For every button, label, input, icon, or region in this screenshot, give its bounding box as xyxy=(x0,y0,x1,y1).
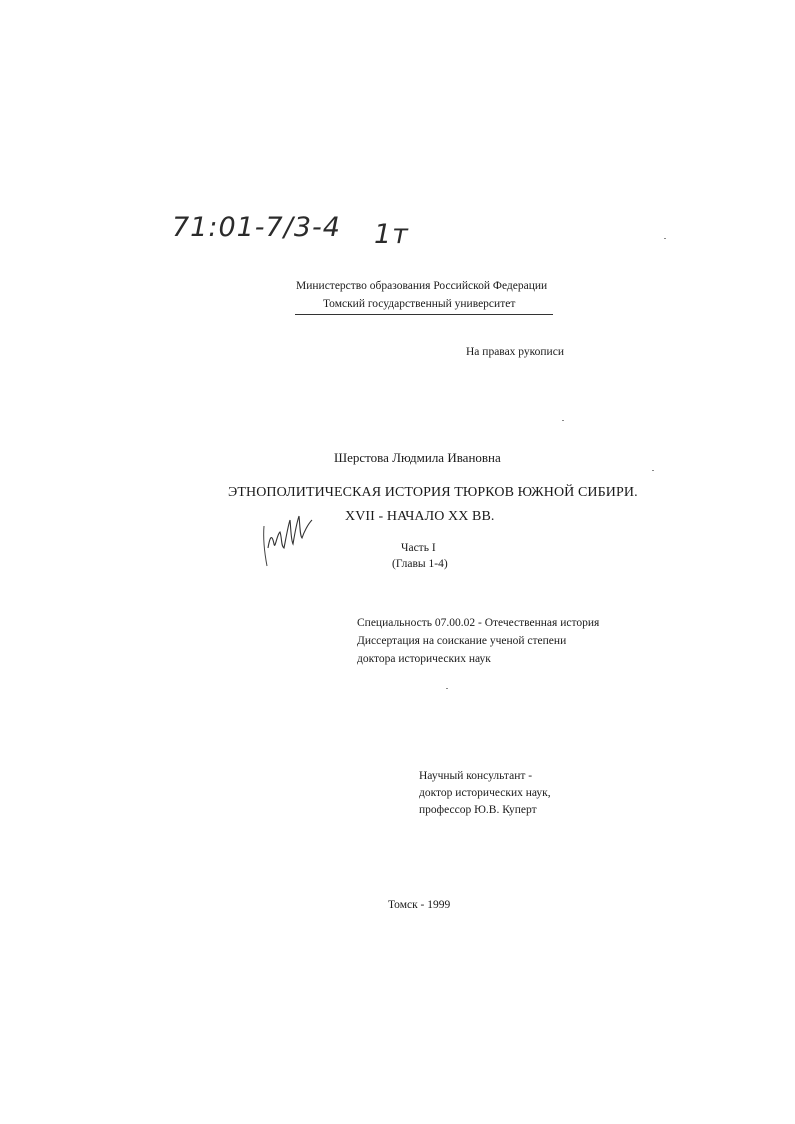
manuscript-note: На правах рукописи xyxy=(466,346,564,358)
dissertation-type: Диссертация на соискание ученой степени xyxy=(357,635,567,647)
scan-speck xyxy=(446,688,448,689)
scan-speck xyxy=(652,470,654,471)
part-chapters: (Главы 1-4) xyxy=(392,558,448,570)
title-line-1: ЭТНОПОЛИТИЧЕСКАЯ ИСТОРИЯ ТЮРКОВ ЮЖНОЙ СИБИРИ. xyxy=(228,485,638,500)
consultant-name: профессор Ю.В. Куперт xyxy=(419,804,537,816)
ministry-name: Министерство образования Российской Федерации xyxy=(296,280,548,292)
title-line-2: XVII - НАЧАЛО XX ВВ. xyxy=(345,509,495,524)
academic-degree: доктора исторических наук xyxy=(357,653,491,665)
place-year: Томск - 1999 xyxy=(388,899,451,911)
header-divider xyxy=(295,314,553,315)
archive-code: 71:01-7/3-4 xyxy=(172,212,341,243)
signature-mark xyxy=(258,508,318,570)
archive-mark: 1т xyxy=(374,219,409,250)
consultant-degree: доктор исторических наук, xyxy=(419,787,551,799)
author-name: Шерстова Людмила Ивановна xyxy=(334,450,501,465)
university-name: Томский государственный университет xyxy=(323,298,516,310)
consultant-role: Научный консультант - xyxy=(419,770,533,782)
scan-speck xyxy=(562,420,564,421)
part-label: Часть I xyxy=(401,542,436,554)
scan-speck xyxy=(664,238,666,239)
specialty: Специальность 07.00.02 - Отечественная история xyxy=(357,617,600,629)
